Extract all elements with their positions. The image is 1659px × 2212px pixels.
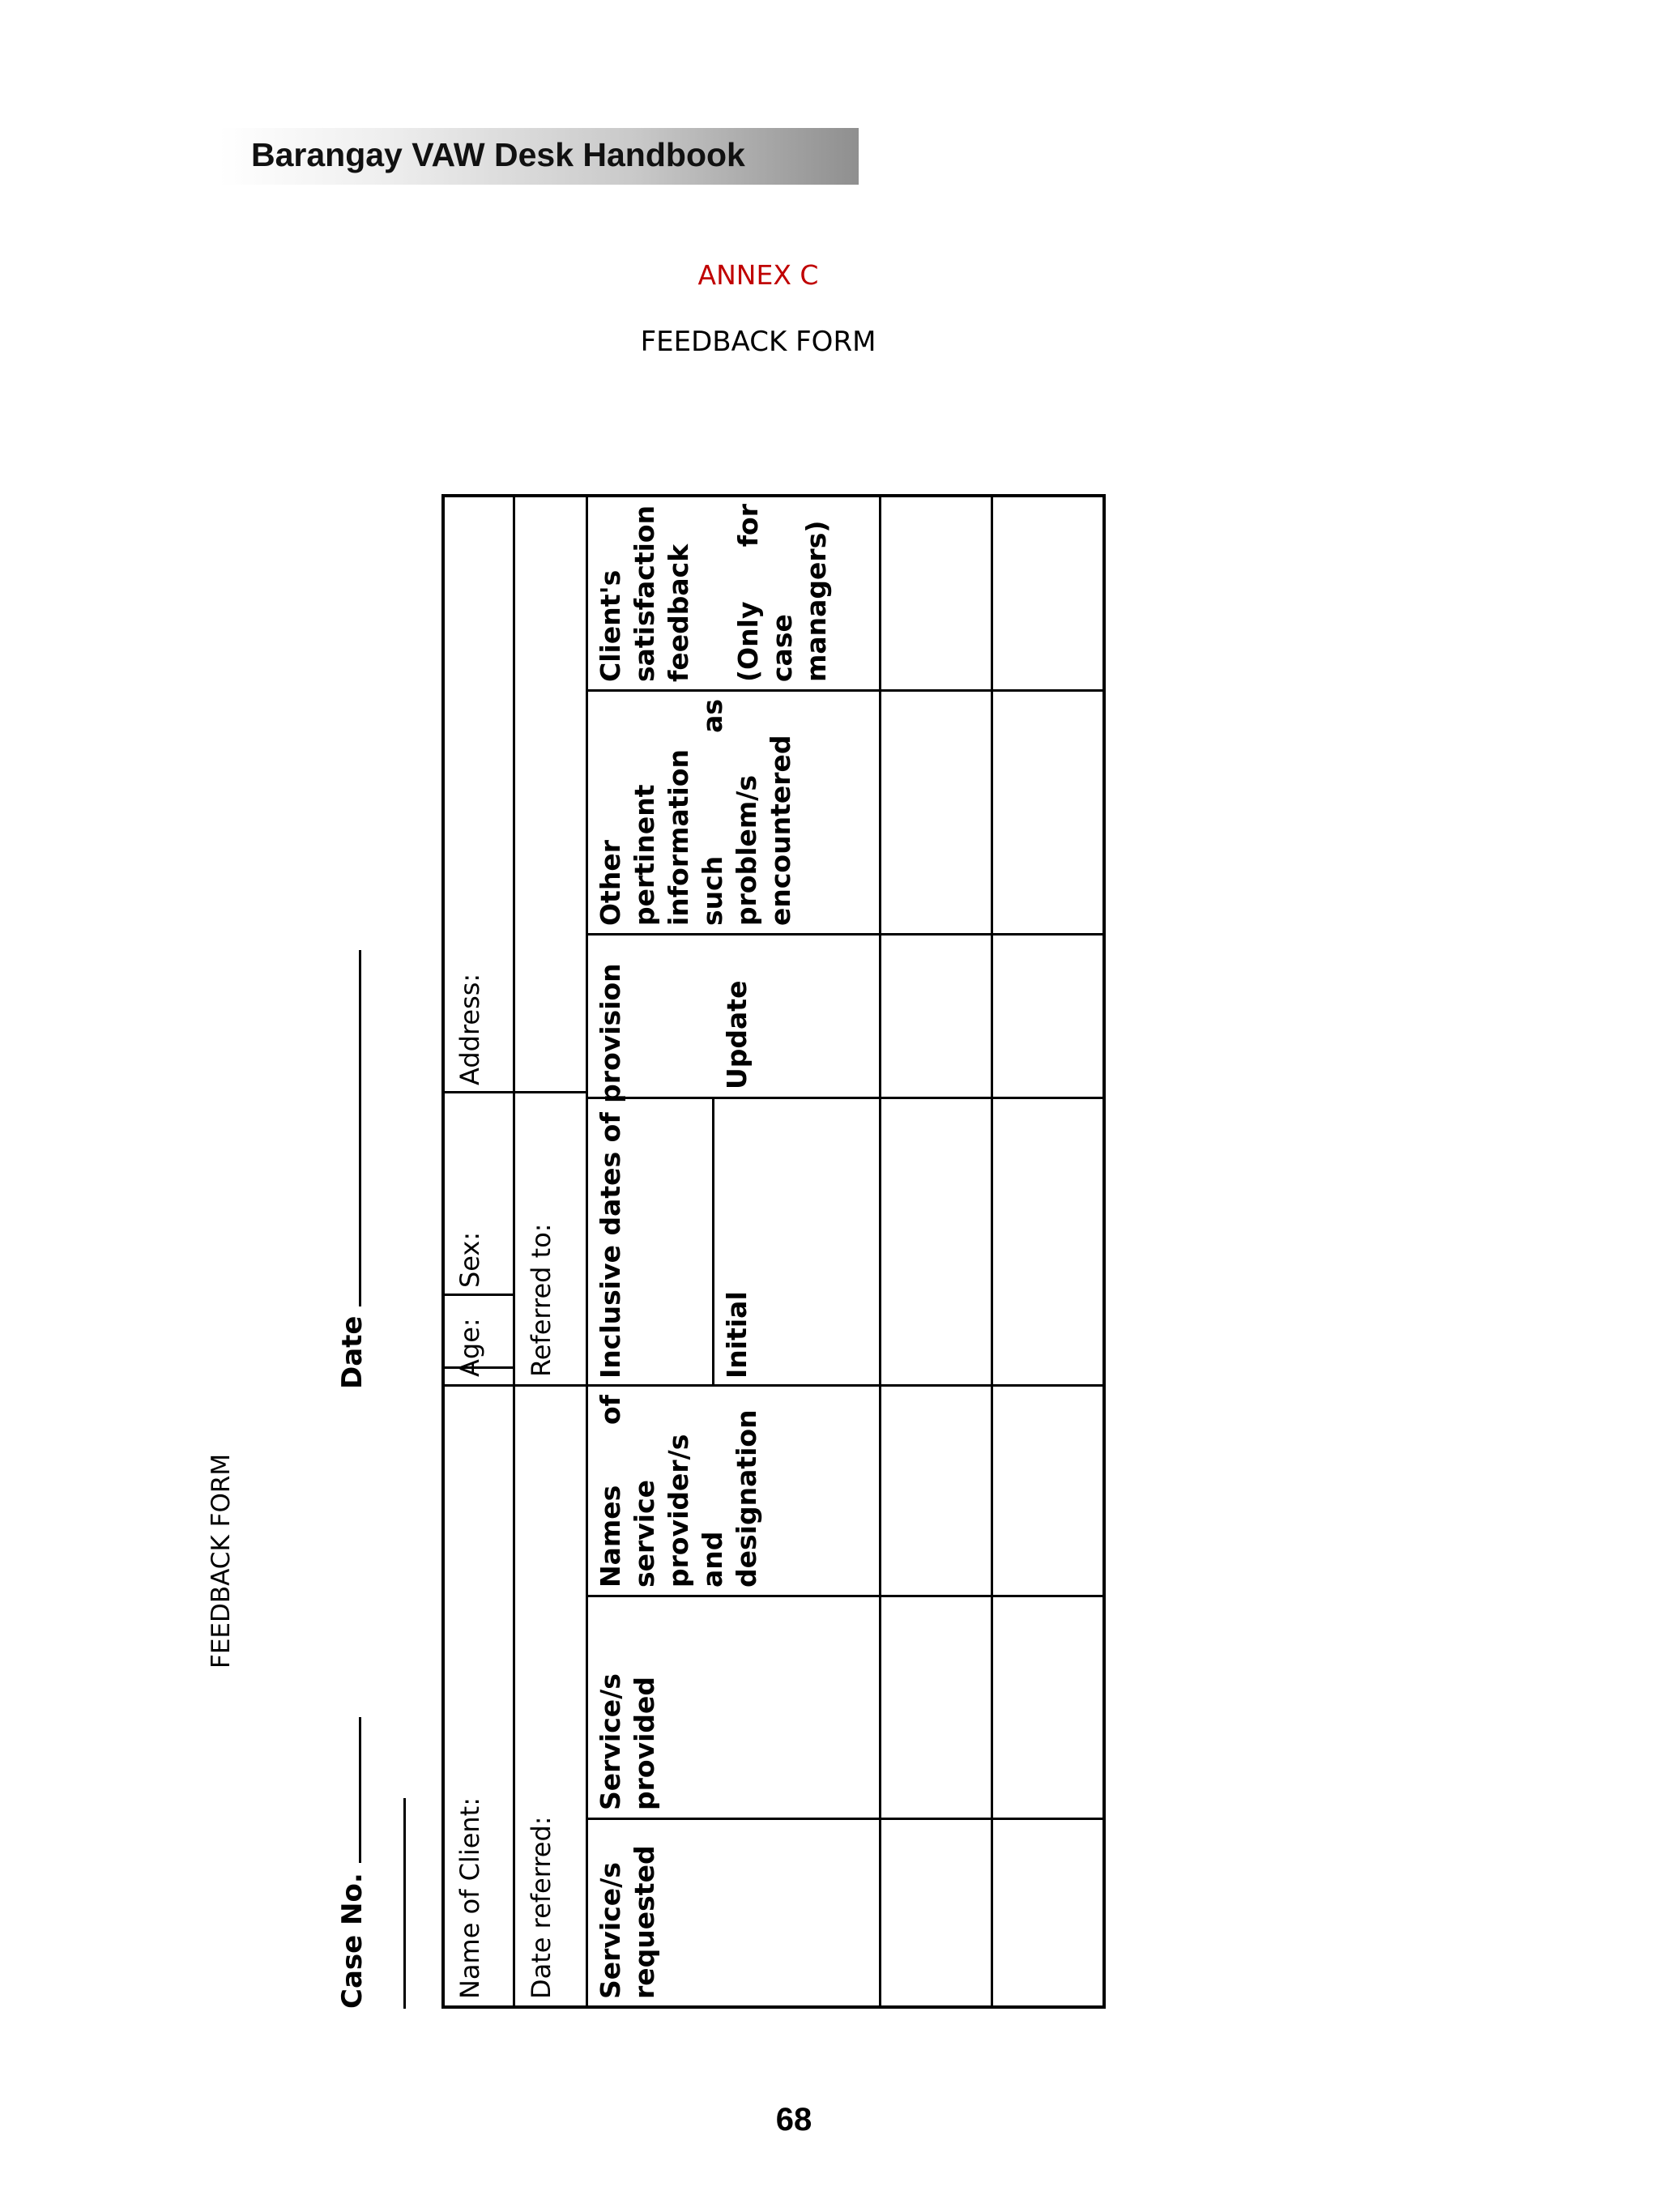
update-header: Update	[721, 980, 753, 1089]
referred-to-label: Referred to:	[526, 1223, 557, 1377]
table-cell[interactable]	[881, 497, 991, 689]
other-info-header: Other pertinent information such as problem/s encountered	[595, 699, 796, 926]
date-referred-label: Date referred:	[526, 1816, 557, 1999]
table-cell[interactable]	[993, 692, 1102, 933]
satisfaction-header: Client's satisfaction feedback	[595, 505, 694, 682]
name-of-client-label: Name of Client:	[454, 1796, 485, 1999]
table-line	[441, 1294, 514, 1296]
age-label: Age:	[454, 1318, 485, 1377]
table-cell[interactable]	[881, 936, 991, 1097]
table-line	[586, 494, 588, 2009]
case-no-label: Case No.	[336, 1873, 369, 2009]
side-title: FEEDBACK FORM	[207, 1453, 236, 1669]
table-cell[interactable]	[881, 692, 991, 933]
table-cell[interactable]	[881, 1099, 991, 1384]
address-label: Address:	[454, 973, 485, 1085]
annex-label: ANNEX C	[697, 259, 819, 291]
services-requested-header: Service/s requested	[595, 1845, 660, 1999]
table-cell[interactable]	[881, 1387, 991, 1595]
table-line	[712, 1099, 714, 1387]
table-cell[interactable]	[993, 1820, 1102, 2005]
table-border-bottom	[1102, 494, 1106, 2009]
table-cell[interactable]	[993, 1387, 1102, 1595]
table-cell[interactable]	[881, 1597, 991, 1818]
handbook-banner	[219, 128, 859, 185]
table-line	[513, 494, 515, 2009]
table-border-left	[441, 2005, 1106, 2009]
providers-header: Names of service provider/s and designation	[595, 1395, 762, 1588]
feedback-table	[207, 486, 1114, 2009]
table-cell[interactable]	[993, 936, 1102, 1097]
services-provided-header: Service/s provided	[595, 1673, 660, 1810]
initial-header: Initial	[721, 1291, 753, 1379]
page-number: 68	[775, 2102, 812, 2137]
satisfaction-note: (Only for case managers)	[732, 504, 832, 682]
form-title: FEEDBACK FORM	[640, 326, 876, 358]
inclusive-dates-header: Inclusive dates of provision	[595, 963, 626, 1379]
table-border-top	[441, 494, 445, 2009]
table-cell[interactable]	[993, 497, 1102, 689]
table-cell[interactable]	[993, 1099, 1102, 1384]
table-cell[interactable]	[993, 1597, 1102, 1818]
rotated-form	[207, 486, 1114, 2009]
date-label: Date	[336, 1315, 369, 1389]
sex-label: Sex:	[454, 1231, 485, 1288]
banner-title: Barangay VAW Desk Handbook	[251, 136, 745, 173]
table-cell[interactable]	[881, 1820, 991, 2005]
